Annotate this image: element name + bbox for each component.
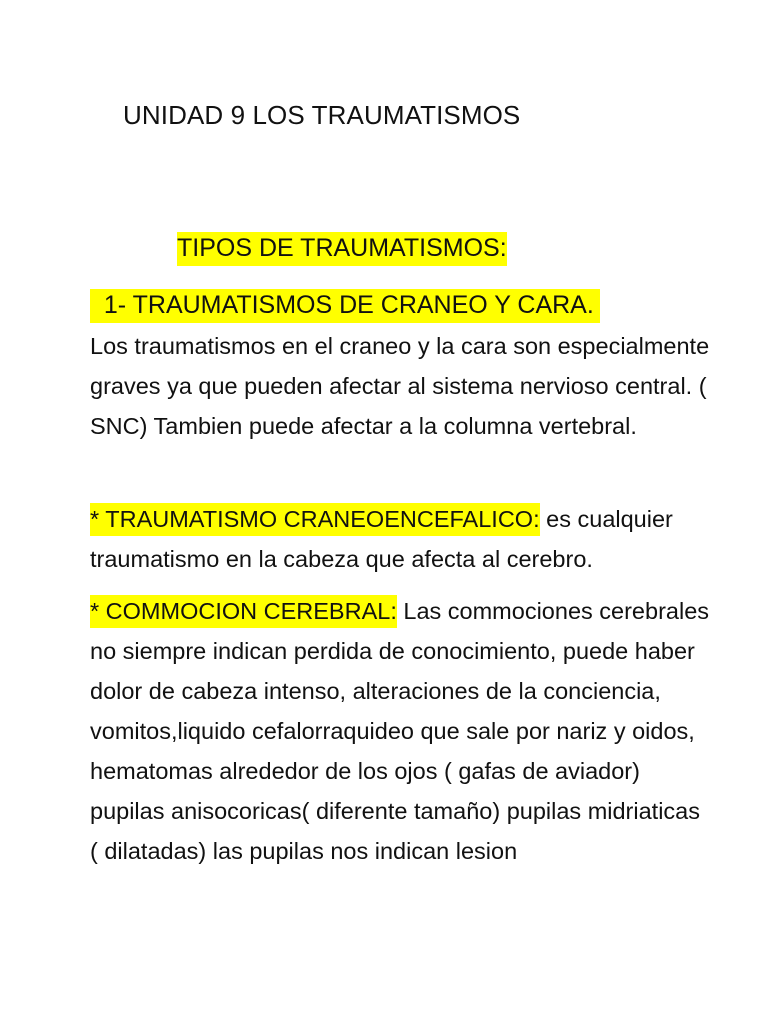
- definition-commocion: Las commociones cerebrales no siempre indican perdida de conocimiento, puede haber dolor de cabeza intenso, alteraciones de la conciencia, vomitos,liquido cefalorraquideo que sale por nariz y oidos, hematomas alrededor de los ojos ( gafas de aviador) pupilas anisocoricas( diferente tamaño) pupilas midriaticas ( dilatadas) las pupilas nos indican lesion: [90, 598, 710, 864]
- section-title-highlight: 1- TRAUMATISMOS DE CRANEO Y CARA.: [90, 289, 600, 323]
- subtitle-highlight: TIPOS DE TRAUMATISMOS:: [177, 232, 507, 266]
- term-tce: * TRAUMATISMO CRANEOENCEFALICO:: [90, 503, 540, 536]
- page-title: UNIDAD 9 LOS TRAUMATISMOS: [123, 100, 521, 130]
- definition-tce: es cualquier traumatismo en la cabeza que afecta al cerebro.: [90, 506, 673, 572]
- term-commocion: * COMMOCION CEREBRAL:: [90, 595, 397, 628]
- paragraph-intro: Los traumatismos en el craneo y la cara son especialmente graves ya que pueden afectar al sistema nervioso central. ( SNC) Tambien puede afectar a la columna vertebral.: [90, 333, 710, 439]
- paragraph-commocion: [90, 591, 710, 871]
- section-title: [90, 287, 600, 323]
- subtitle: [177, 230, 507, 266]
- paragraph-tce: [90, 499, 710, 579]
